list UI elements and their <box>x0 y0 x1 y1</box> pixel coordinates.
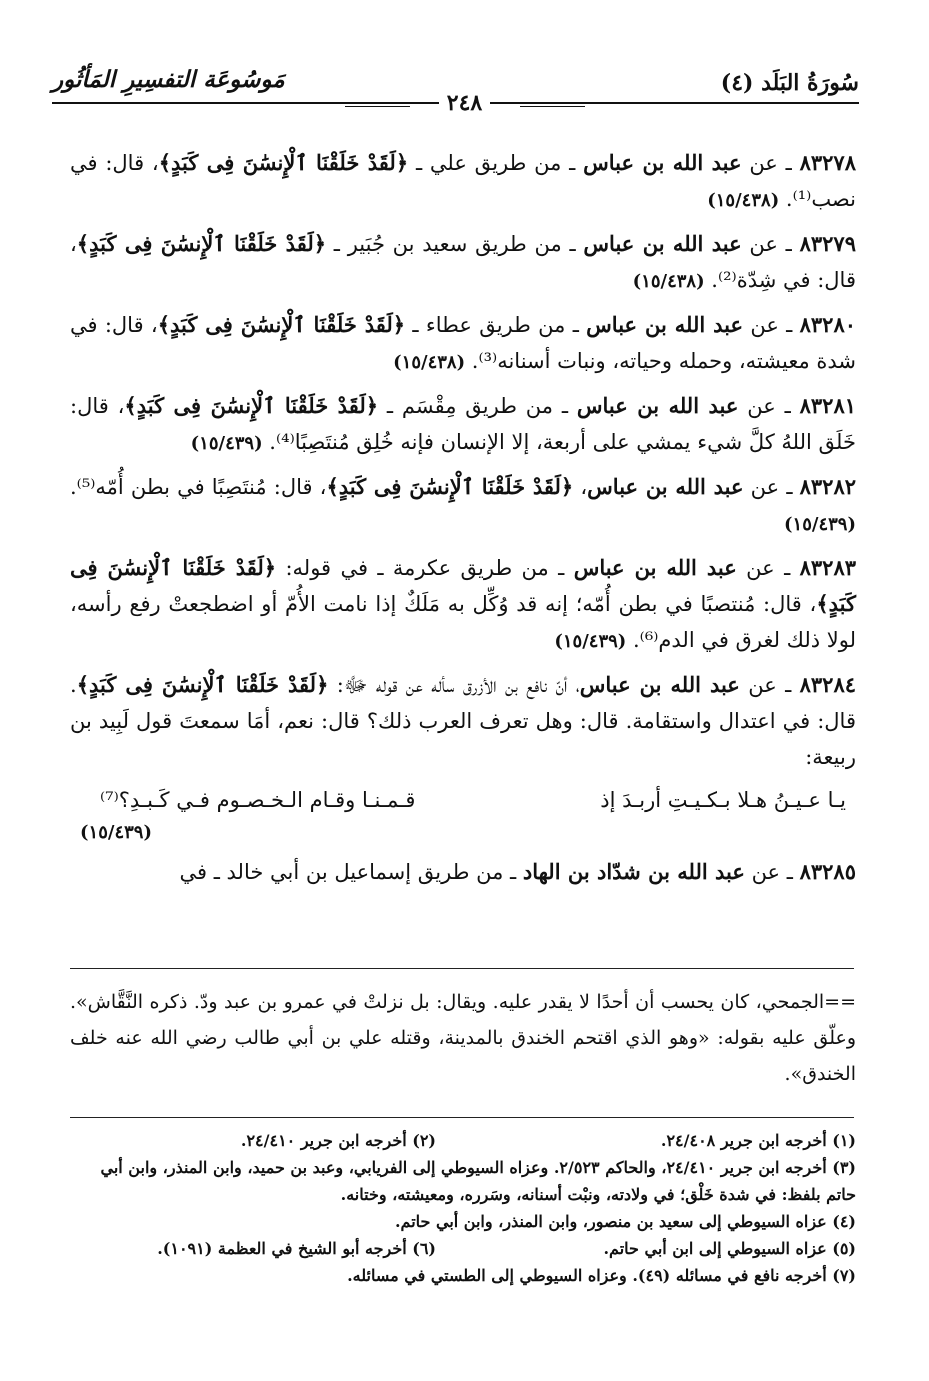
entry-text: ـ عن <box>736 556 800 580</box>
surah-title: سُورَةُ البَلَد (٤) <box>720 70 859 96</box>
quran-verse: ﴿لَقَدْ خَلَقْنَا ٱلْإِنسَٰنَ فِى كَبَدٍ﴾ <box>326 474 574 499</box>
volume-ref: (١٥/٤٣٩) <box>784 514 856 535</box>
footnote-row <box>70 1127 856 1154</box>
entry-number: ٨٣٢٨٢ <box>799 474 857 499</box>
entry-text: ـ عن <box>739 673 800 697</box>
entry-text: ـ عن <box>738 394 800 418</box>
narrator-name: عبد الله بن عباس <box>573 555 737 580</box>
entry-text: ، قال: خَلَق اللهُ كلَّ شيء يمشي على أربعة، إلا الإنسان فإنه خُلِق مُنتَصِبًا⁽⁴⁾. <box>70 394 856 454</box>
entry <box>70 550 856 660</box>
verse-hemistich-right: يـا عـيـنُ هـلا بـكـيـتِ أربـدَ إذ <box>600 788 846 812</box>
narrator-name: عبد الله بن عباس <box>586 312 744 337</box>
entry-number: ٨٣٢٨٠ <box>799 312 857 337</box>
footnotes <box>70 1127 856 1289</box>
volume-ref: (١٥/٤٣٩) <box>554 631 627 652</box>
entry-text: ـ عن <box>743 475 800 499</box>
entry-text: ـ من طريق سعيد بن جُبَير ـ <box>326 232 584 256</box>
entry-text: ـ عن <box>741 232 800 256</box>
entry-text: ، قال: في شِدّة⁽²⁾. <box>70 232 856 292</box>
entry-text: ـ عن <box>744 860 800 884</box>
footnote: (١) أخرجه ابن جرير ٢٤/٤٠٨. <box>660 1131 856 1150</box>
page-number <box>0 90 929 116</box>
entry <box>70 307 856 381</box>
quran-verse: ﴿لَقَدْ خَلَقْنَا ٱلْإِنسَٰنَ فِى كَبَدٍ﴾ <box>76 672 329 697</box>
book-title: مَوسُوعَة التفسِيرِ المَأثُور <box>52 66 285 93</box>
narrator-name: عبد الله بن عباس <box>587 474 744 499</box>
entry <box>70 226 856 300</box>
volume-ref: (١٥/٤٣٨) <box>393 352 466 373</box>
narrator-name: عبد الله بن عباس <box>583 150 742 175</box>
entry-number: ٨٣٢٨٥ <box>799 859 856 884</box>
entry-text: ـ عن <box>741 151 800 175</box>
verse-hemistich-left: قـمـنـا وقـام الـخـصـوم فـي كَـبـدِ؟⁽⁷⁾ <box>100 788 416 812</box>
footnote: (٥) عزاه السيوطي إلى ابن أبي حاتم. <box>603 1239 856 1258</box>
entry <box>70 145 856 219</box>
footnote: (٧) أخرجه نافع في مسائله (٤٩). وعزاه السيوطي إلى الطستي في مسائله. <box>347 1266 856 1285</box>
entry-text: . قال: في اعتدال واستقامة. قال: وهل تعرف العرب ذلك؟ قال: نعم، أمَا سمعتَ قول لَبِيد بن ربيعة: <box>70 673 856 769</box>
footnote: (٤) عزاه السيوطي إلى سعيد بن منصور، وابن المنذر، وابن أبي حاتم. <box>394 1212 856 1231</box>
entry <box>70 388 856 462</box>
volume-ref: (١٥/٤٣٨) <box>707 190 780 211</box>
entry-number: ٨٣٢٨٤ <box>799 672 857 697</box>
entry <box>70 854 856 890</box>
entry-text: ـ من طريق عطاء ـ <box>405 313 587 337</box>
entry-text: ، قال: مُنتصبًا في بطن أُمّه؛ إنه قد وُكِّل به مَلَكٌ إذا نامت الأُمّ أو اضطجعتْ رفع رأسه، لولا ذلك لغرق في الدم⁽⁶⁾. <box>70 592 856 652</box>
footnote-separator <box>70 1117 854 1118</box>
main-text <box>70 145 856 897</box>
continued-footnote: ==الجمحي، كان يحسب أن أحدًا لا يقدر عليه. ويقال: بل نزلتْ في عمرو بن عبد ودّ. ذكره النَّقَّاش». وعلّق عليه بقوله: «وهو الذي اقتحم الخندق بالمدينة، وقتله علي بن أبي طالب رضي الله عنه خلف الخندق». <box>70 991 856 1085</box>
quran-verse: ﴿لَقَدْ خَلَقْنَا ٱلْإِنسَٰنَ فِى كَبَدٍ﴾ <box>158 150 409 175</box>
entry-number: ٨٣٢٨٣ <box>799 555 857 580</box>
quran-verse: ﴿لَقَدْ خَلَقْنَا ٱلْإِنسَٰنَ فِى كَبَدٍ﴾ <box>70 555 856 616</box>
entry-text: ، أنّ نافع بن الأزرق سأله عن قوله ﷻ: <box>328 673 580 697</box>
entry-number: ٨٣٢٨١ <box>799 393 857 418</box>
quran-verse: ﴿لَقَدْ خَلَقْنَا ٱلْإِنسَٰنَ فِى كَبَدٍ﴾ <box>76 231 327 256</box>
entry-text: ـ من طريق علي ـ <box>408 151 584 175</box>
entry-text: ـ من طريق عكرمة ـ في قوله: <box>276 556 574 580</box>
footnote: (٢) أخرجه ابن جرير ٢٤/٤١٠. <box>240 1131 436 1150</box>
narrator-name: عبد الله بن عباس <box>576 393 739 418</box>
volume-ref: (١٥/٤٣٩) <box>190 433 263 454</box>
entry-number: ٨٣٢٧٨ <box>799 150 856 175</box>
entry <box>70 667 856 775</box>
entry-number: ٨٣٢٧٩ <box>799 231 856 256</box>
narrator-name: عبد الله بن عباس <box>583 231 742 256</box>
page-number-text: ٢٤٨ <box>439 90 490 116</box>
footnote: (٣) أخرجه ابن جرير ٢٤/٤١٠، والحاكم ٢/٥٢٣. وعزاه السيوطي إلى الفريابي، وعبد بن حميد، وابن المنذر، وابن أبي حاتم بلفظ: في شدة خَلْق؛ في ولادته، ونبْت أسنانه، وسَرره، ومعيشته، وختانه. <box>100 1158 856 1204</box>
volume-ref: (١٥/٤٣٨) <box>632 271 705 292</box>
entry-text: ، <box>573 475 588 499</box>
footnote: (٦) أخرجه أبو الشيخ في العظمة (١٠٩١). <box>157 1239 436 1258</box>
entry <box>70 469 856 543</box>
footnote-separator <box>70 968 854 969</box>
entry-text: ـ من طريق إسماعيل بن أبي خالد ـ في <box>179 860 523 884</box>
footnote-row <box>70 1235 856 1262</box>
narrator-name: عبد الله بن شدّاد بن الهاد <box>522 859 745 884</box>
entry-text: ، قال: في نصب⁽¹⁾. <box>70 151 856 211</box>
entry-text: ، قال: مُنتَصِبًا في بطن أُمّه⁽⁵⁾. <box>70 475 327 499</box>
poetry-verse <box>70 782 856 818</box>
quran-verse: ﴿لَقَدْ خَلَقْنَا ٱلْإِنسَٰنَ فِى كَبَدٍ﴾ <box>157 312 406 337</box>
narrator-name: عبد الله بن عباس <box>579 672 740 697</box>
entry-text: ، قال: في شدة معيشته، وحمله وحياته، ونبات أسنانه⁽³⁾. <box>70 313 856 373</box>
entry-text: ـ عن <box>743 313 800 337</box>
quran-verse: ﴿لَقَدْ خَلَقْنَا ٱلْإِنسَٰنَ فِى كَبَدٍ﴾ <box>124 393 379 418</box>
entry-text: ـ من طريق مِقْسَم ـ <box>378 394 577 418</box>
volume-ref: (١٥/٤٣٩) <box>80 822 152 843</box>
